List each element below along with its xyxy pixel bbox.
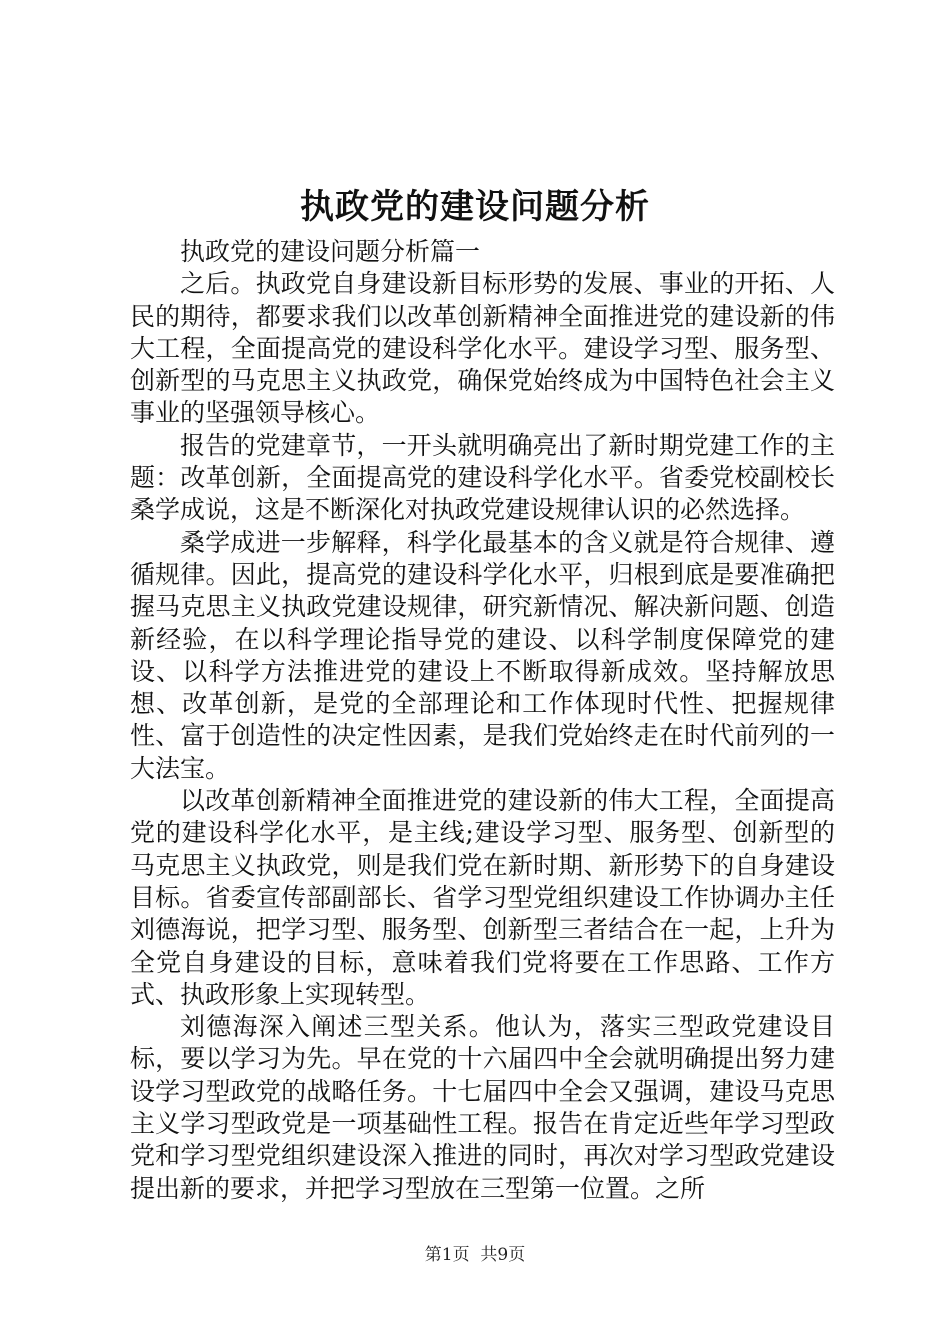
document-title: 执政党的建设问题分析 <box>300 187 650 227</box>
page-number: 第1页 <box>424 1245 470 1265</box>
document-body <box>130 236 835 1205</box>
total-pages: 共9页 <box>480 1245 526 1265</box>
footer-gap <box>470 1245 481 1265</box>
body-paragraph: 以改革创新精神全面推进党的建设新的伟大工程，全面提高党的建设科学化水平，是主线;建设学习型、服务型、创新型的马克思主义执政党，则是我们党在新时期、新形势下的自身建设目标。省委宣传部副部长、省学习型党组织建设工作协调办主任刘德海说，把学习型、服务型、创新型三者结合在一起，上升为全党自身建设的目标，意味着我们党将要在工作思路、工作方式、执政形象上实现转型。 <box>130 786 835 1009</box>
body-paragraph: 刘德海深入阐述三型关系。他认为，落实三型政党建设目标，要以学习为先。早在党的十六届四中全会就明确提出努力建设学习型政党的战略任务。十七届四中全会又强调，建设马克思主义学习型政党是一项基础性工程。报告在肯定近些年学习型政党和学习型党组织建设深入推进的同时，再次对学习型政党建设提出新的要求，并把学习型放在三型第一位置。之所 <box>130 1012 835 1203</box>
body-paragraph: 之后。执政党自身建设新目标形势的发展、事业的开拓、人民的期待，都要求我们以改革创新精神全面推进党的建设新的伟大工程，全面提高党的建设科学化水平。建设学习型、服务型、创新型的马克思主义执政党，确保党始终成为中国特色社会主义事业的坚强领导核心。 <box>130 269 835 428</box>
section-subheading: 执政党的建设问题分析篇一 <box>180 237 481 266</box>
body-paragraph: 桑学成进一步解释，科学化最基本的含义就是符合规律、遵循规律。因此，提高党的建设科学化水平，归根到底是要准确把握马克思主义执政党建设规律，研究新情况、解决新问题、创造新经验，在以科学理论指导党的建设、以科学制度保障党的建设、以科学方法推进党的建设上不断取得新成效。坚持解放思想、改革创新，是党的全部理论和工作体现时代性、把握规律性、富于创造性的决定性因素，是我们党始终走在时代前列的一大法宝。 <box>130 527 835 783</box>
body-paragraph: 报告的党建章节，一开头就明确亮出了新时期党建工作的主题：改革创新，全面提高党的建设科学化水平。省委党校副校长桑学成说，这是不断深化对执政党建设规律认识的必然选择。 <box>130 430 835 525</box>
page-footer <box>0 1244 950 1266</box>
